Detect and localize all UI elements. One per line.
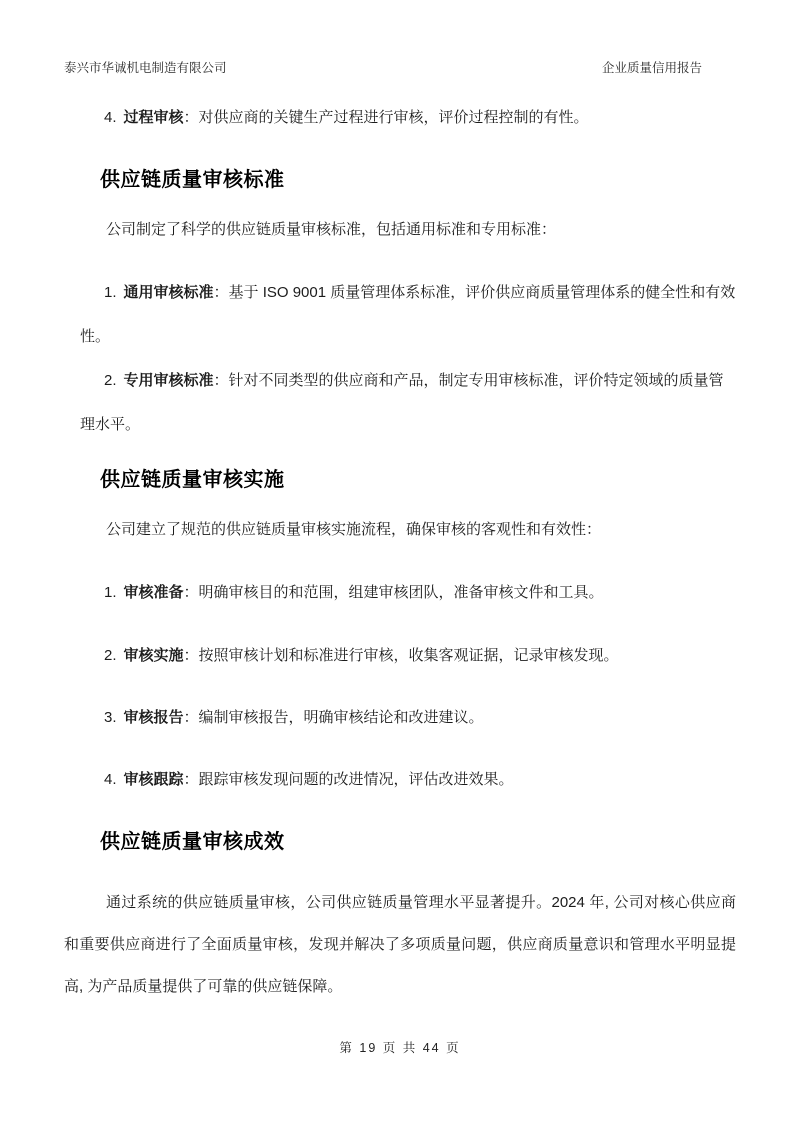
footer-page-number: 第 19 页 共 44 页 bbox=[339, 1041, 461, 1055]
list-item-text: ：针对不同类型的供应商和产品，制定专用审核标准，评价特定领域的质量管理水平。 bbox=[80, 372, 724, 433]
list-item-number: 4. bbox=[104, 109, 117, 126]
list-item-number: 2. bbox=[104, 372, 117, 389]
list-item-audit-execution bbox=[64, 635, 736, 677]
list-item-number: 1. bbox=[104, 584, 117, 601]
list-item-term: 专用审核标准 bbox=[123, 372, 214, 389]
list-item-text: ：基于 ISO 9001 质量管理体系标准，评价供应商质量管理体系的健全性和有效性。 bbox=[80, 284, 736, 345]
list-item-term: 审核报告 bbox=[123, 709, 184, 726]
list-item-audit-followup bbox=[64, 759, 736, 801]
section-heading-audit-implementation: 供应链质量审核实施 bbox=[100, 469, 285, 491]
list-item-text: ：对供应商的关键生产过程进行审核，评价过程控制的有性。 bbox=[183, 109, 589, 126]
list-item-text: ：编制审核报告，明确审核结论和改进建议。 bbox=[183, 709, 484, 726]
list-item-term: 审核跟踪 bbox=[123, 771, 184, 788]
paragraph-audit-standards-intro: 公司制定了科学的供应链质量审核标准，包括通用标准和专用标准： bbox=[106, 221, 557, 238]
list-item-audit-preparation bbox=[64, 572, 736, 614]
section-heading-audit-standards: 供应链质量审核标准 bbox=[100, 169, 285, 191]
list-item-text: ：明确审核目的和范围，组建审核团队，准备审核文件和工具。 bbox=[183, 584, 604, 601]
list-item-number: 2. bbox=[104, 647, 117, 664]
page-header bbox=[64, 60, 736, 76]
list-item-term: 审核准备 bbox=[123, 584, 184, 601]
list-item-number: 3. bbox=[104, 709, 117, 726]
list-item-text: ：按照审核计划和标准进行审核，收集客观证据，记录审核发现。 bbox=[183, 647, 619, 664]
header-company-name: 泰兴市华诚机电制造有限公司 bbox=[64, 61, 227, 75]
section-heading-audit-results: 供应链质量审核成效 bbox=[100, 831, 285, 853]
list-item-text: ：跟踪审核发现问题的改进情况，评估改进效果。 bbox=[183, 771, 514, 788]
list-item-term: 审核实施 bbox=[123, 647, 184, 664]
list-item-term: 过程审核 bbox=[123, 109, 184, 126]
list-item-audit-report bbox=[64, 697, 736, 739]
list-item-term: 通用审核标准 bbox=[123, 284, 214, 301]
list-item-special-standard bbox=[64, 359, 736, 447]
list-item-general-standard bbox=[64, 271, 736, 359]
paragraph-audit-implementation-intro: 公司建立了规范的供应链质量审核实施流程，确保审核的客观性和有效性： bbox=[106, 521, 602, 538]
paragraph-audit-results: 通过系统的供应链质量审核，公司供应链质量管理水平显著提升。2024 年, 公司对核心供应商和重要供应商进行了全面质量审核，发现并解决了多项质量问题，供应商质量意识和管理水平明显提高, 为产品质量提供了可靠的供应链保障。 bbox=[64, 894, 736, 995]
list-item-number: 4. bbox=[104, 771, 117, 788]
list-item-number: 1. bbox=[104, 284, 117, 301]
list-item-process-audit bbox=[64, 97, 736, 139]
header-report-title: 企业质量信用报告 bbox=[601, 61, 702, 75]
